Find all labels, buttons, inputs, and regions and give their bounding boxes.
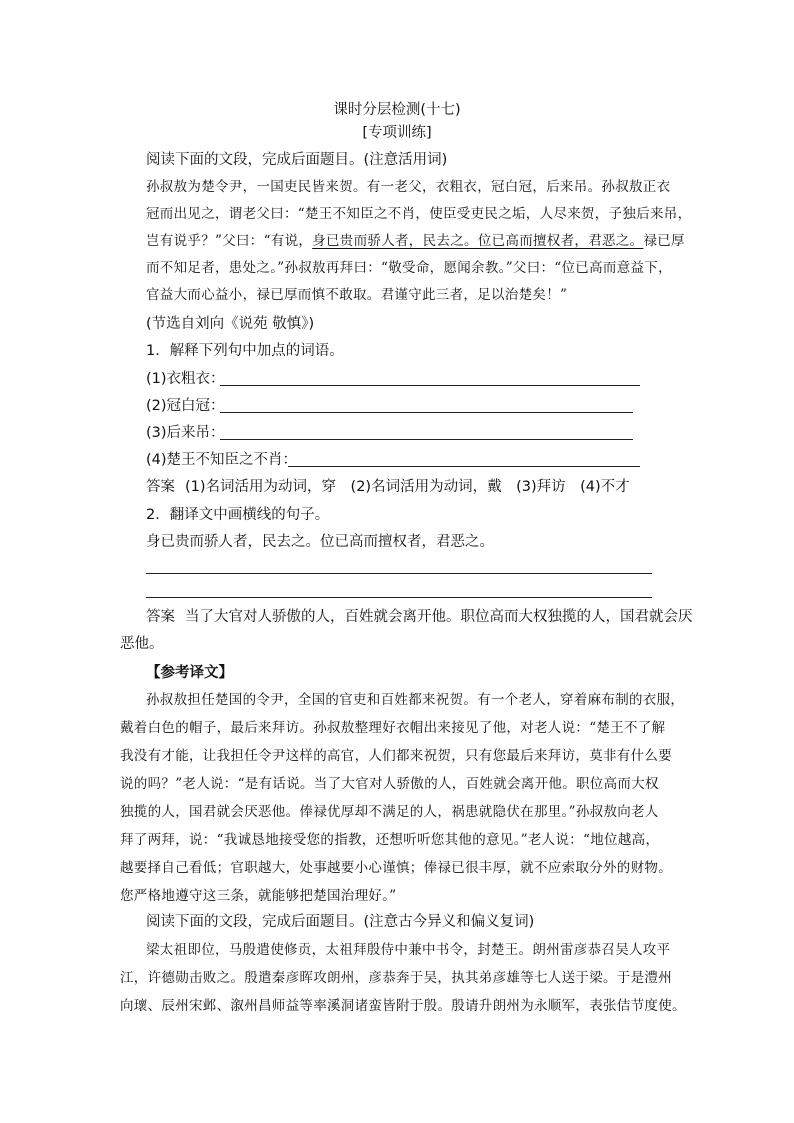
- section2-text-2: 江，许德勋击败之。殷遣秦彦晖攻朗州，彦恭奔于吴，执其弟彦雄等七人送于梁。于是澧州: [120, 970, 672, 986]
- passage-line-3: [146, 231, 685, 251]
- question-1-item-1: (1)衣粗衣：: [146, 371, 225, 387]
- translation-text-5: 独揽的人，国君就会厌恶他。俸禄优厚却不满足的人，祸患就隐伏在那里。”孙叔敖向老人: [120, 804, 659, 820]
- question-1-answer: [146, 477, 630, 497]
- passage-line-4: 而不知足者，患处之。”孙叔敖再拜曰：“敬受命，愿闻余教。”父曰：“位已高而意益下，: [146, 260, 672, 276]
- translation-text-6: 拜了两拜，说：“我诚恳地接受您的指教，还想听听您其他的意见。”老人说：“地位越高，: [120, 832, 660, 848]
- question-2-sentence: 身已贵而骄人者，民去之。位已高而擅权者，君恶之。: [146, 534, 494, 550]
- question-1-item-4: (4)楚王不知臣之不肖：: [146, 452, 298, 468]
- answer-text-2: 当了大官对人骄傲的人，百姓就会离开他。职位高而大权独揽的人，国君就会厌: [185, 609, 693, 625]
- answer-line-2[interactable]: [220, 412, 633, 413]
- section2-text-3: 向瓌、辰州宋邺、溆州昌师益等率溪洞诸蛮皆附于殷。殷请升朗州为永顺军，表张佶节度使。: [120, 998, 686, 1014]
- passage-line-5: 官益大而心益小，禄已厚而慎不敢取。君谨守此三者，足以治楚矣！”: [146, 287, 568, 303]
- passage-line-3-end: 禄已厚: [643, 233, 685, 249]
- question-1-item-3: (3)后来吊：: [146, 425, 225, 441]
- translation-line-2[interactable]: [146, 597, 652, 598]
- question-1-stem: 1．解释下列句中加点的词语。: [146, 343, 344, 359]
- translation-text-7: 越要择自己看低；官职越大，处事越要小心谨慎；俸禄已很丰厚，就不应索取分外的财物。: [120, 860, 672, 876]
- answer-line-3[interactable]: [220, 439, 633, 440]
- section1-instruction: 阅读下面的文段，完成后面题目。(注意活用词): [146, 152, 448, 168]
- translation-text-8: 您严格地遵守这三条，就能够把楚国治理好。”: [120, 888, 397, 904]
- underlined-sentence: 身已贵而骄人者，民去之。位已高而擅权者，君恶之。: [312, 233, 644, 249]
- translation-text-4: 说的吗？”老人说：“是有话说。当了大官对人骄傲的人，百姓就会离开他。职位高而大权: [120, 776, 659, 792]
- question-2-stem: 2．翻译文中画横线的句子。: [146, 507, 330, 523]
- passage-source: (节选自刘向《说苑 敬慎》): [146, 316, 315, 332]
- answer-text: (1)名词活用为动词，穿 (2)名词活用为动词，戴 (3)拜访 (4)不才: [185, 479, 630, 495]
- answer-line-1[interactable]: [220, 385, 640, 386]
- section2-instruction: 阅读下面的文段，完成后面题目。(注意古今异义和偏义复词): [146, 914, 535, 930]
- translation-text-3: 我没有才能，让我担任令尹这样的高官，人们都来祝贺，只有您最后来拜访，莫非有什么要: [120, 748, 672, 764]
- translation-heading: 【参考译文】: [146, 665, 233, 681]
- translation-text-1: 孙叔敖担任楚国的令尹，全国的官吏和百姓都来祝贺。有一个老人，穿着麻布制的衣服，: [146, 692, 685, 708]
- answer-label-2: 答案: [146, 609, 175, 625]
- section2-text-1: 梁太祖即位，马殷遣使修贡，太祖拜殷侍中兼中书令，封楚王。朗州雷彦恭召吴人攻平: [146, 942, 671, 958]
- passage-line-2: 冠而出见之，谓老父曰：“楚王不知臣之不肖，使臣受吏民之垢，人尽来贺，子独后来吊，: [146, 206, 692, 222]
- answer-label: 答案: [146, 479, 175, 495]
- question-2-answer-line-1: [146, 607, 693, 627]
- translation-line-1[interactable]: [146, 573, 652, 574]
- passage-line-3-start: 岂有说乎？”父曰：“有说，: [146, 233, 313, 249]
- page-subtitle: [专项训练]: [362, 125, 432, 141]
- passage-line-1: 孙叔敖为楚令尹，一国吏民皆来贺。有一老父，衣粗衣，冠白冠，后来吊。孙叔敖正衣: [146, 179, 671, 195]
- translation-text-2: 戴着白色的帽子，最后来拜访。孙叔敖整理好衣帽出来接见了他，对老人说：“楚王不了解: [120, 720, 666, 736]
- question-2-answer-line-2: 恶他。: [120, 636, 164, 652]
- question-1-item-2: (2)冠白冠：: [146, 398, 225, 414]
- answer-line-4[interactable]: [288, 466, 640, 467]
- page-title: 课时分层检测(十七): [333, 102, 461, 118]
